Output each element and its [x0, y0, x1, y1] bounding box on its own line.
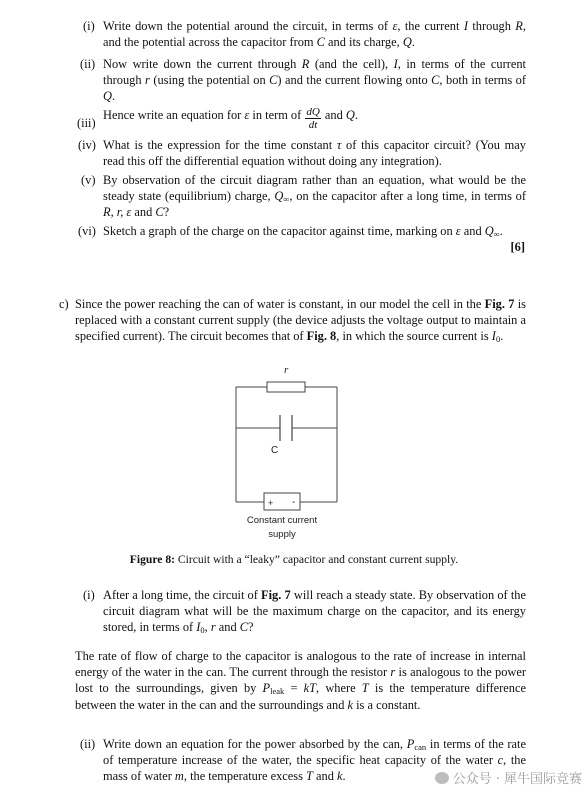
source-label-1: Constant current: [246, 515, 318, 526]
c-question-ii-label: (ii): [80, 737, 96, 751]
figure-8-text: Circuit with a “leaky” capacitor and constant current supply.: [177, 553, 459, 566]
figure-8-caption: [0, 553, 588, 566]
question-v-label: (v): [81, 173, 96, 187]
minus-sign: -: [292, 497, 296, 508]
c-question-i-text: After a long time, the circuit of Fig. 7 will reach a steady state. By observation of the circuit diagram what will be the maximum charge on the capacitor, and its energy stored, in terms of $I_0$, r and C?: [103, 588, 526, 636]
question-ii-label: (ii): [80, 57, 96, 71]
question-i-text: Write down the potential around the circuit, in terms of ε, the current I through R, and the potential across the capacitor from C and its charge, Q.: [103, 19, 526, 50]
question-i-label: (i): [83, 19, 95, 33]
dq-dt-fraction: $\frac{dQ}{dt}$: [306, 106, 320, 131]
question-iii-label: (iii): [77, 116, 96, 130]
c-question-i-label: (i): [83, 588, 95, 602]
part-c: [59, 296, 526, 345]
question-iii-text: Hence write an equation for ε in term of $\frac{dQ}{dt}$ and Q.: [103, 106, 358, 131]
c-question-i: [83, 587, 526, 636]
marks-6: [6]: [510, 240, 525, 254]
circuit-diagram: [0, 360, 588, 560]
resistor-label: r: [284, 364, 289, 376]
resistor-r: [267, 382, 305, 392]
question-vi-label: (vi): [78, 224, 96, 238]
question-ii: [80, 56, 526, 105]
part-c-text: Since the power reaching the can of water is constant, in our model the cell in the Fig. 7 is replaced with a constant current supply (the device adjusts the voltage output to maintain a specified current). The circuit becomes that of Fig. 8, in which the source current is $I_0$.: [75, 297, 526, 345]
plus-sign: +: [268, 498, 274, 508]
capacitor-label: C: [271, 445, 279, 456]
question-iv-text: What is the expression for the time constant τ of this capacitor circuit? (You may read this off the differential equation without doing any integration).: [103, 138, 526, 169]
analogy-paragraph: The rate of flow of charge to the capacitor is analogous to the rate of increase in internal energy of the water in the can. The current through the resistor r is analogous to the power lost to the surroundings, given by $P_{leak}$ = kT, where T is the temperature difference between the water in the can and the surroundings and k is a constant.: [75, 649, 526, 712]
question-vi: [78, 223, 526, 239]
question-vi-text: Sketch a graph of the charge on the capacitor against time, marking on ε and $Q_\infty$.: [103, 224, 503, 239]
wechat-icon: [435, 772, 449, 784]
source-label-2: supply: [268, 529, 296, 540]
question-i: [83, 18, 526, 50]
question-ii-text: Now write down the current through R (and the cell), I, in terms of the current through r (using the potential on C) and the current flowing onto C, both in terms of Q.: [103, 57, 527, 104]
question-iii: [77, 106, 526, 134]
question-iv-label: (iv): [78, 138, 96, 152]
watermark: 公众号 · 犀牛国际竞赛: [435, 768, 582, 787]
c-question-ii-text: Write down an equation for the power absorbed by the can, $P_{can}$ in terms of the rate of temperature increase of the water, the specific heat capacity of the water c, the mass of water m, the temperature excess T and k.: [103, 737, 526, 784]
part-c-label: c): [59, 297, 69, 311]
question-v-text: By observation of the circuit diagram rather than an equation, what would be the steady state (equilibrium) charge, $Q_\infty$, on the capacitor after a long time, in terms of R, r, ε and C?: [103, 173, 526, 220]
figure-8-label: Figure 8:: [129, 553, 175, 566]
question-iv: [78, 137, 526, 169]
question-v: [81, 172, 526, 221]
